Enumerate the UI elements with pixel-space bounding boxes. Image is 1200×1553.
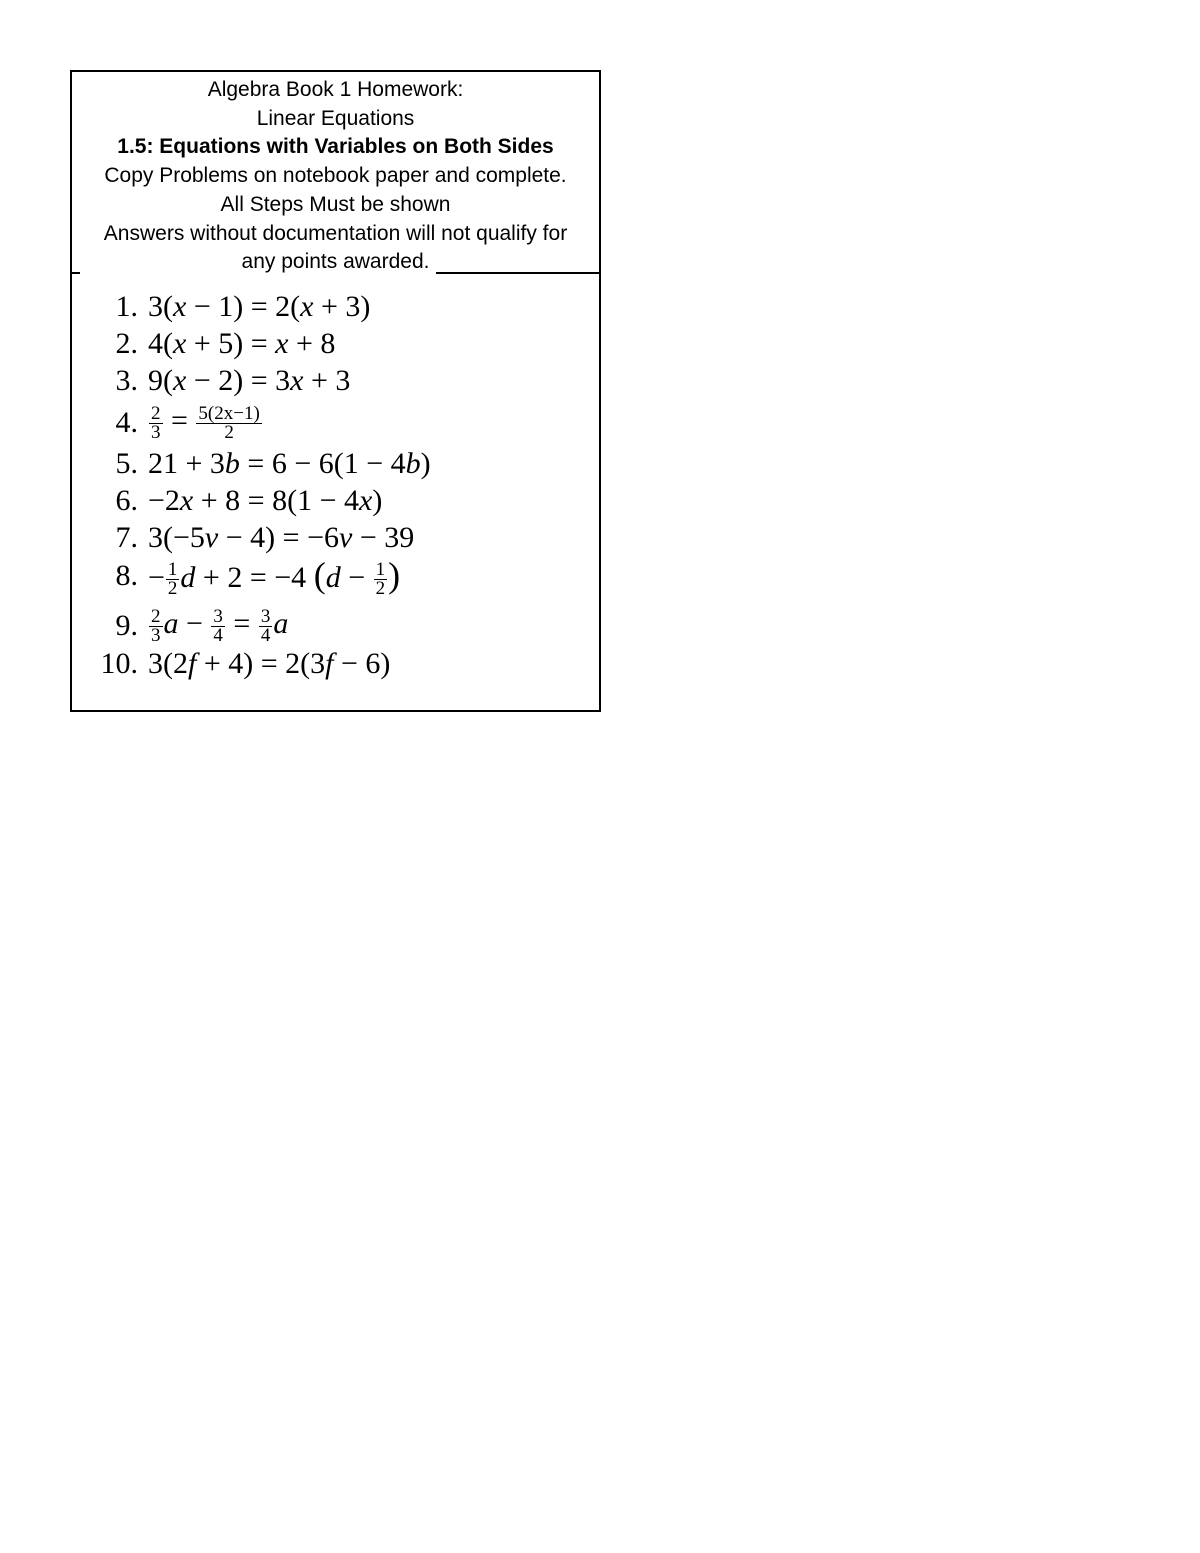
equation: 4(x + 5) = x + 8	[148, 326, 336, 360]
equation: 3(−5v − 4) = −6v − 39	[148, 520, 415, 554]
equation: 21 + 3b = 6 − 6(1 − 4b)	[148, 446, 431, 480]
equation: − $\frac{1}{2}$ d + 2 = −4 (d − $\frac{1}{2}$ )	[148, 554, 401, 600]
equation: 3(2f + 4) = 2(3f − 6)	[148, 646, 391, 680]
divider-right	[436, 272, 599, 274]
problem-10	[88, 645, 593, 682]
fraction: $\frac{3}{4}$	[260, 605, 271, 646]
problem-number: 3.	[115, 363, 138, 397]
problem-6	[88, 482, 593, 519]
homework-card	[70, 70, 601, 712]
problem-number: 7.	[115, 520, 138, 554]
header-line-warning-cont: any points awarded.	[241, 250, 430, 274]
problem-number: 6.	[115, 483, 138, 517]
header-line-steps: All Steps Must be shown	[220, 192, 451, 216]
equation: −2x + 8 = 8(1 − 4x)	[148, 483, 383, 517]
problem-number: 9.	[115, 609, 138, 642]
equation: 3(x − 1) = 2(x + 3)	[148, 289, 371, 323]
problem-1	[88, 288, 593, 325]
header	[72, 76, 599, 277]
divider-left	[72, 272, 80, 274]
equation: $\frac{2}{3}$ = $\frac{5(2x-1)}{2}$	[151, 402, 260, 443]
problem-2	[88, 325, 593, 362]
problem-number: 2.	[115, 326, 138, 360]
problem-5	[88, 445, 593, 482]
problem-number: 4.	[115, 406, 138, 439]
problem-3	[88, 362, 593, 399]
equation: 9(x − 2) = 3x + 3	[148, 363, 351, 397]
fraction: $\frac{2}{3}$	[151, 402, 161, 443]
equation: $\frac{2}{3}$ a − $\frac{3}{4}$ = $\frac{3}{4}$ a	[151, 605, 289, 646]
problem-8	[88, 554, 593, 600]
header-line-topic: Linear Equations	[256, 106, 415, 130]
fraction: $\frac{1}{2}$	[167, 559, 178, 600]
problem-number: 10.	[100, 646, 138, 680]
problem-4	[88, 402, 593, 444]
fraction: $\frac{5(2x-1)}{2}$	[198, 402, 260, 443]
header-line-section: 1.5: Equations with Variables on Both Sides	[117, 135, 554, 159]
fraction: $\frac{1}{2}$	[375, 559, 386, 600]
problem-number: 1.	[115, 289, 138, 323]
header-line-warning: Answers without documentation will not qualify for	[103, 221, 568, 245]
fraction: $\frac{3}{4}$	[213, 605, 223, 646]
problem-7	[88, 519, 593, 556]
fraction: $\frac{2}{3}$	[151, 605, 161, 646]
problem-number: 8.	[115, 559, 138, 592]
problem-9	[88, 605, 593, 647]
header-line-instructions: Copy Problems on notebook paper and complete.	[104, 164, 567, 188]
problem-number: 5.	[115, 446, 138, 480]
header-line-title: Algebra Book 1 Homework:	[207, 78, 464, 101]
